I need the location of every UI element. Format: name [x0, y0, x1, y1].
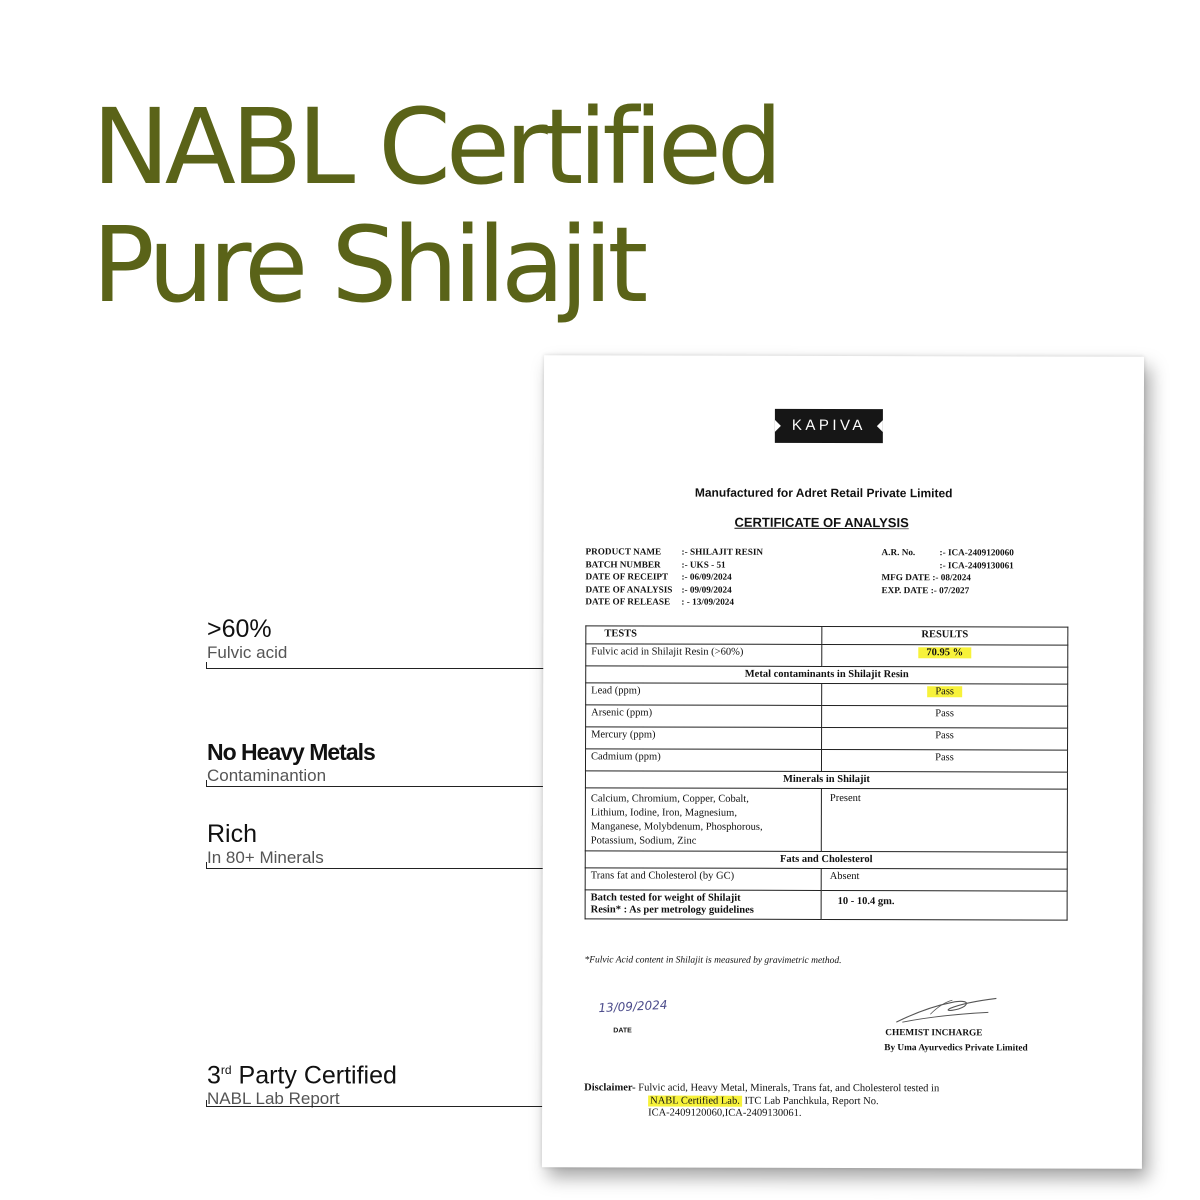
callout-minerals-leader: [206, 868, 586, 869]
meta-right: [881, 546, 1013, 596]
table-row: [586, 683, 1068, 706]
footnote: *Fulvic Acid content in Shilajit is measured by gravimetric method.: [584, 955, 842, 966]
fulvic-test: Fulvic acid in Shilajit Resin (>60%): [586, 644, 822, 667]
fulvic-result: 70.95 %: [918, 647, 971, 658]
disclaimer-line-2: NABL Certified Lab. ITC Lab Panchkula, Report No.: [650, 1094, 879, 1107]
table-row: [586, 727, 1068, 750]
callout-heavy-metals-leader: [206, 786, 586, 787]
chemist-block: [885, 1026, 1027, 1056]
metal-result: Pass: [927, 686, 962, 697]
table-row: [586, 705, 1068, 728]
meta-product: PRODUCT NAME :- SHILAJIT RESIN: [585, 546, 764, 557]
table-row: [586, 644, 1068, 667]
fulvic-result-cell: [822, 644, 1068, 667]
col-results: RESULTS: [822, 626, 1068, 645]
certificate-title: CERTIFICATE OF ANALYSIS: [734, 514, 909, 531]
chemist-signature: [892, 992, 1002, 1026]
callout-fulvic-label: Fulvic acid: [207, 643, 288, 662]
analysis-table: [585, 625, 1069, 920]
callout-minerals: [207, 820, 324, 868]
meta-ar-no-2: :- ICA-2409130061: [939, 559, 1014, 570]
metal-name: Lead (ppm): [586, 683, 822, 706]
callout-fulvic-leader: [206, 668, 586, 669]
headline: [92, 88, 778, 324]
disclaimer-line-1: Fulvic acid, Heavy Metal, Minerals, Trans fat, and Cholesterol tested in: [635, 1082, 940, 1095]
disclaimer-label: Disclaimer-: [584, 1082, 636, 1094]
metal-name: Mercury (ppm): [586, 727, 822, 750]
callout-heavy-metals-title: No Heavy Metals: [207, 739, 375, 765]
metal-result-cell: [822, 683, 1068, 706]
metal-result: Pass: [821, 749, 1067, 772]
callout-minerals-label: In 80+ Minerals: [207, 848, 324, 867]
metal-name: Arsenic (ppm): [586, 705, 822, 728]
handwritten-date: 13/09/2024: [598, 997, 668, 1016]
fats-result: Absent: [821, 868, 1067, 891]
manufacturer-line: Manufactured for Adret Retail Private Limited: [694, 485, 953, 501]
callout-fulvic-value: >60%: [207, 615, 272, 643]
chemist-title: CHEMIST INCHARGE: [885, 1028, 983, 1039]
callout-heavy-metals-tick: [206, 780, 207, 787]
headline-line-1: NABL Certified: [92, 86, 778, 208]
table-row: [585, 788, 1067, 852]
meta-exp-date: EXP. DATE :- 07/2027: [881, 584, 970, 595]
meta-left: [585, 545, 763, 608]
meta-mfg-date: MFG DATE :- 08/2024: [881, 572, 971, 583]
table-row: [585, 890, 1067, 920]
kapiva-logo: KAPIVA: [775, 409, 883, 443]
meta-release: DATE OF RELEASE : - 13/09/2024: [585, 596, 735, 607]
disclaimer-line-3: ICA-2409120060,ICA-2409130061.: [648, 1107, 802, 1119]
callout-third-party: [207, 1056, 397, 1109]
meta-analysis: DATE OF ANALYSIS :- 09/09/2024: [585, 583, 732, 595]
chemist-company: By Uma Ayurvedics Private Limited: [884, 1043, 1028, 1054]
callout-fulvic: [207, 615, 287, 663]
batch-result: 10 - 10.4 gm.: [821, 890, 1067, 920]
callout-fulvic-tick: [206, 662, 207, 669]
date-label: DATE: [613, 1027, 632, 1035]
col-tests: TESTS: [586, 626, 822, 645]
callout-third-party-tick: [206, 1100, 207, 1107]
minerals-result: Present: [821, 788, 1067, 852]
batch-test: Batch tested for weight of Shilajit Resin* : As per metrology guidelines: [585, 890, 821, 920]
certificate-document: [542, 355, 1144, 1169]
section-minerals: Minerals in Shilajit: [585, 771, 1067, 789]
table-row: [585, 868, 1067, 891]
table-row: [585, 749, 1067, 772]
nabl-highlight: NABL Certified Lab.: [650, 1094, 740, 1107]
callout-minerals-tick: [206, 862, 207, 869]
disclaimer: [584, 1082, 1024, 1121]
callout-third-party-title: 3rd Party Certified: [207, 1061, 397, 1090]
meta-batch: BATCH NUMBER :- UKS - 51: [585, 558, 726, 570]
section-metals: Metal contaminants in Shilajit Resin: [586, 666, 1068, 684]
callout-heavy-metals-label: Contaminantion: [207, 766, 327, 785]
fats-test: Trans fat and Cholesterol (by GC): [585, 868, 821, 891]
metal-result: Pass: [822, 727, 1068, 750]
metal-name: Cadmium (ppm): [585, 749, 821, 772]
headline-line-2: Pure Shilajit: [92, 204, 644, 326]
callout-minerals-title: Rich: [207, 820, 258, 848]
minerals-list: Calcium, Chromium, Copper, Cobalt, Lithium, Iodine, Iron, Magnesium, Manganese, Molybdenum, Phosphorous, Potassium, Sodium, Zinc: [585, 788, 821, 852]
meta-ar-no: A.R. No. :- ICA-2409120060: [881, 547, 1014, 558]
callout-third-party-label: NABL Lab Report: [207, 1089, 340, 1109]
metal-result: Pass: [822, 705, 1068, 728]
section-fats: Fats and Cholesterol: [585, 851, 1067, 869]
meta-receipt: DATE OF RECEIPT :- 06/09/2024: [585, 571, 732, 582]
callout-heavy-metals: [207, 738, 375, 786]
